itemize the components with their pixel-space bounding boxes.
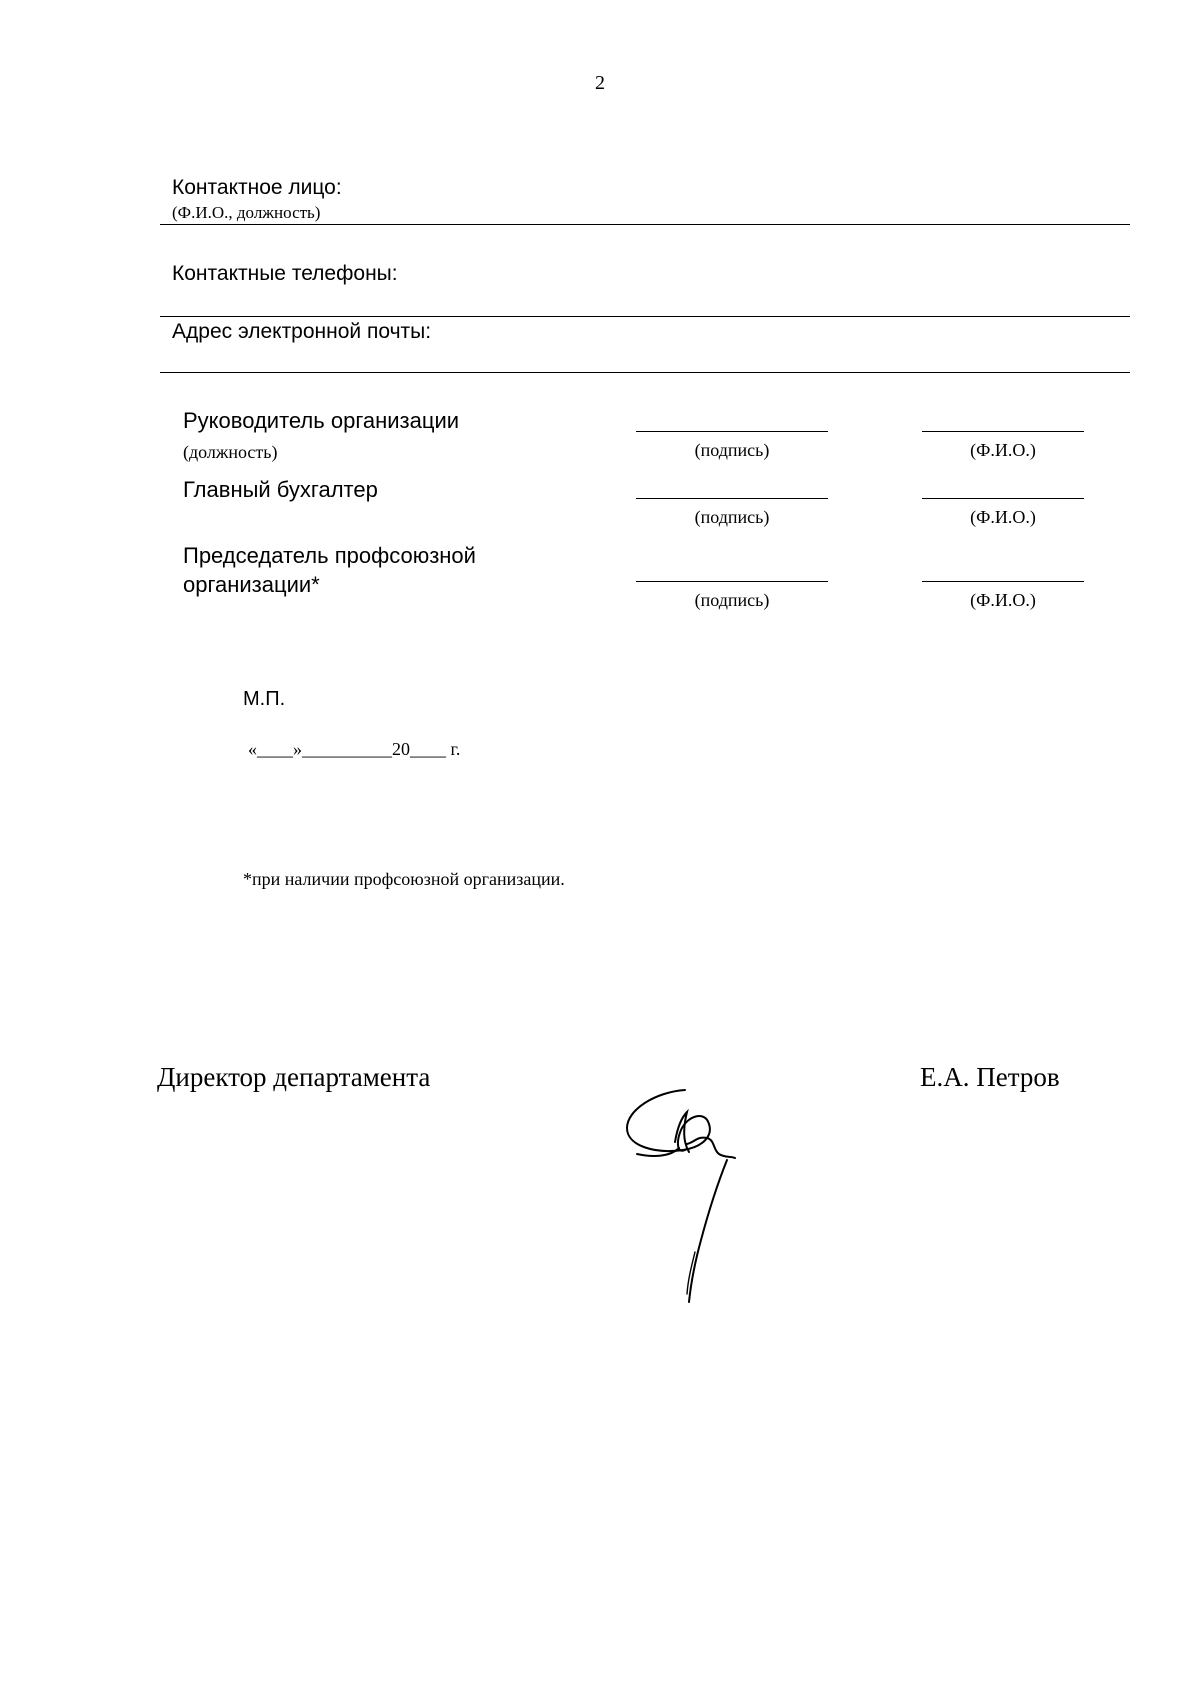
signatory-accountant-title: Главный бухгалтер	[183, 477, 378, 502]
email-line	[160, 372, 1130, 373]
contact-person-hint: (Ф.И.О., должность)	[172, 203, 321, 222]
handwritten-signature	[615, 1070, 755, 1310]
signatory-head-name-caption: (Ф.И.О.)	[970, 440, 1036, 460]
contact-phones-line	[160, 316, 1130, 317]
signatory-head-title: Руководитель организации	[183, 408, 460, 433]
signatory-union-signature-line	[636, 581, 828, 582]
page-number: 2	[595, 72, 605, 94]
signatory-union-title-line1: Председатель профсоюзной	[183, 543, 476, 568]
signatory-union-title-line2: организации*	[183, 572, 320, 597]
signatory-head-signature-line	[636, 431, 828, 432]
signatory-head-name-line	[922, 431, 1084, 432]
signatory-union-name-line	[922, 581, 1084, 582]
stamp-label: М.П.	[243, 688, 286, 710]
footnote: *при наличии профсоюзной организации.	[243, 869, 565, 889]
director-name: Е.А. Петров	[920, 1062, 1060, 1092]
signatory-accountant-name-line	[922, 498, 1084, 499]
email-label: Адрес электронной почты:	[172, 320, 432, 343]
signatory-union-name-caption: (Ф.И.О.)	[970, 590, 1036, 610]
signatory-accountant-name-caption: (Ф.И.О.)	[970, 507, 1036, 527]
date-field: «____»__________20____ г.	[248, 739, 461, 759]
contact-person-label: Контактное лицо:	[172, 176, 342, 199]
signatory-accountant-signature-caption: (подпись)	[694, 507, 770, 527]
contact-phones-label: Контактные телефоны:	[172, 262, 398, 285]
signatory-head-subtitle: (должность)	[183, 442, 278, 462]
signatory-accountant-signature-line	[636, 498, 828, 499]
signatory-head-signature-caption: (подпись)	[694, 440, 770, 460]
contact-person-line	[160, 224, 1130, 225]
director-position: Директор департамента	[157, 1062, 431, 1092]
signatory-union-signature-caption: (подпись)	[694, 590, 770, 610]
